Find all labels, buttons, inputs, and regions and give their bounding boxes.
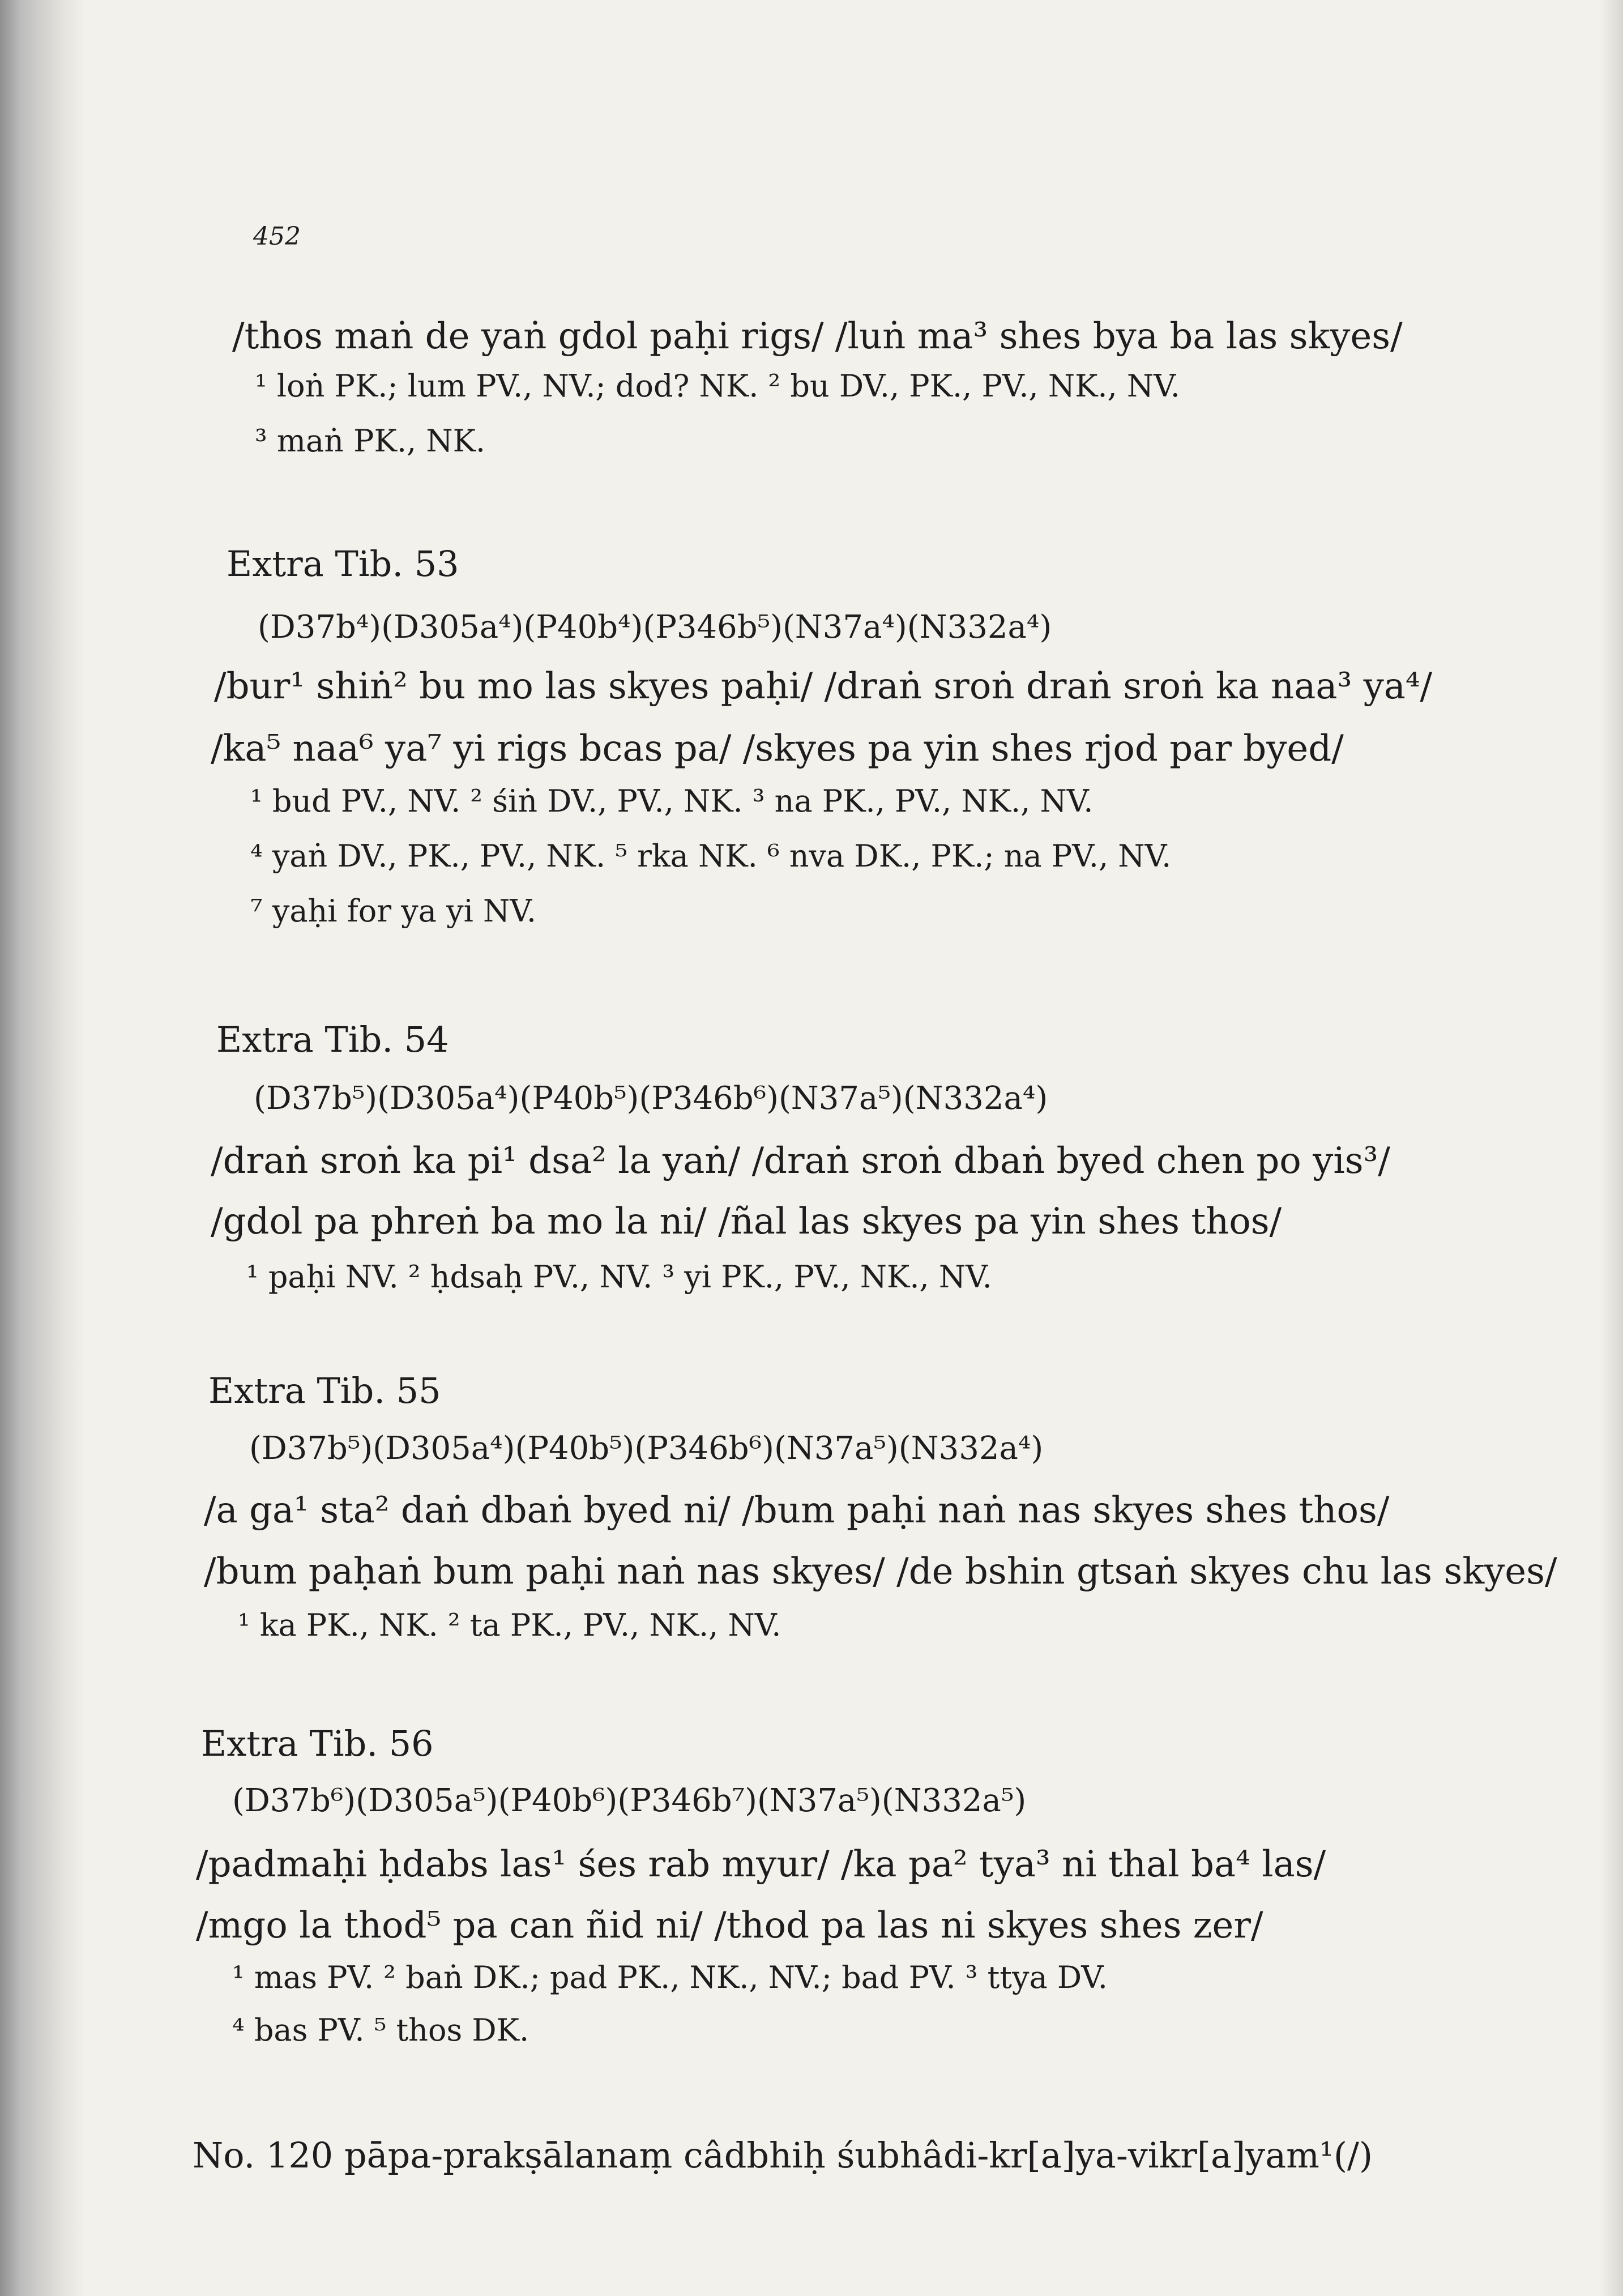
footnote-line: ³ maṅ PK., NK. bbox=[255, 423, 486, 459]
verse-line: /ka⁵ naa⁶ ya⁷ yi rigs bcas pa/ /skyes pa yin shes rjod par byed/ bbox=[211, 728, 1344, 770]
binding-shadow bbox=[0, 0, 85, 2296]
footnote-line: ¹ mas PV. ² baṅ DK.; pad PK., NK., NV.; bad PV. ³ ttya DV. bbox=[232, 1960, 1108, 1995]
footnote-line: ¹ ka PK., NK. ² ta PK., PV., NK., NV. bbox=[238, 1607, 781, 1643]
verse-line: /padmaḥi ḥdabs las¹ śes rab myur/ /ka pa² tya³ ni thal ba⁴ las/ bbox=[196, 1843, 1326, 1885]
verse-line: /bum paḥaṅ bum paḥi naṅ nas skyes/ /de bshin gtsaṅ skyes chu las skyes/ bbox=[204, 1551, 1557, 1593]
verse-line: /bur¹ shiṅ² bu mo las skyes paḥi/ /draṅ sroṅ draṅ sroṅ ka naa³ ya⁴/ bbox=[214, 665, 1433, 707]
footnote-line: ¹ paḥi NV. ² ḥdsaḥ PV., NV. ³ yi PK., PV., NK., NV. bbox=[246, 1259, 992, 1295]
source-references: (D37b⁵)(D305a⁴)(P40b⁵)(P346b⁶)(N37a⁵)(N332a⁴) bbox=[249, 1430, 1044, 1467]
page-edge bbox=[1600, 0, 1623, 2296]
section-heading: Extra Tib. 54 bbox=[216, 1019, 449, 1060]
verse-line: /mgo la thod⁵ pa can ñid ni/ /thod pa las ni skyes shes zer/ bbox=[196, 1905, 1263, 1947]
verse-line: /draṅ sroṅ ka pi¹ dsa² la yaṅ/ /draṅ sroṅ dbaṅ byed chen po yis³/ bbox=[211, 1140, 1390, 1182]
source-references: (D37b⁶)(D305a⁵)(P40b⁶)(P346b⁷)(N37a⁵)(N332a⁵) bbox=[232, 1782, 1027, 1819]
footnote-line: ⁴ yaṅ DV., PK., PV., NK. ⁵ rka NK. ⁶ nva DK., PK.; na PV., NV. bbox=[250, 838, 1172, 874]
entry-heading: No. 120 pāpa-prakṣālanaṃ câdbhiḥ śubhâdi-kr[a]ya-vikr[a]yam¹(/) bbox=[193, 2135, 1373, 2176]
page-number: 452 bbox=[253, 222, 301, 251]
section-heading: Extra Tib. 56 bbox=[201, 1723, 434, 1764]
verse-line: /thos maṅ de yaṅ gdol paḥi rigs/ /luṅ ma³ shes bya ba las skyes/ bbox=[232, 315, 1403, 357]
footnote-line: ¹ loṅ PK.; lum PV., NV.; dod? NK. ² bu DV., PK., PV., NK., NV. bbox=[255, 368, 1180, 404]
footnote-line: ⁴ bas PV. ⁵ thos DK. bbox=[232, 2012, 529, 2048]
source-references: (D37b⁴)(D305a⁴)(P40b⁴)(P346b⁵)(N37a⁴)(N332a⁴) bbox=[258, 609, 1052, 646]
verse-line: /gdol pa phreṅ ba mo la ni/ /ñal las skyes pa yin shes thos/ bbox=[211, 1201, 1282, 1243]
footnote-line: ⁷ yaḥi for ya yi NV. bbox=[250, 893, 536, 929]
verse-line: /a ga¹ sta² daṅ dbaṅ byed ni/ /bum paḥi naṅ nas skyes shes thos/ bbox=[204, 1490, 1390, 1531]
footnote-line: ¹ bud PV., NV. ² śiṅ DV., PV., NK. ³ na PK., PV., NK., NV. bbox=[250, 783, 1094, 819]
source-references: (D37b⁵)(D305a⁴)(P40b⁵)(P346b⁶)(N37a⁵)(N332a⁴) bbox=[254, 1080, 1048, 1117]
section-heading: Extra Tib. 53 bbox=[227, 543, 459, 584]
section-heading: Extra Tib. 55 bbox=[208, 1370, 441, 1411]
